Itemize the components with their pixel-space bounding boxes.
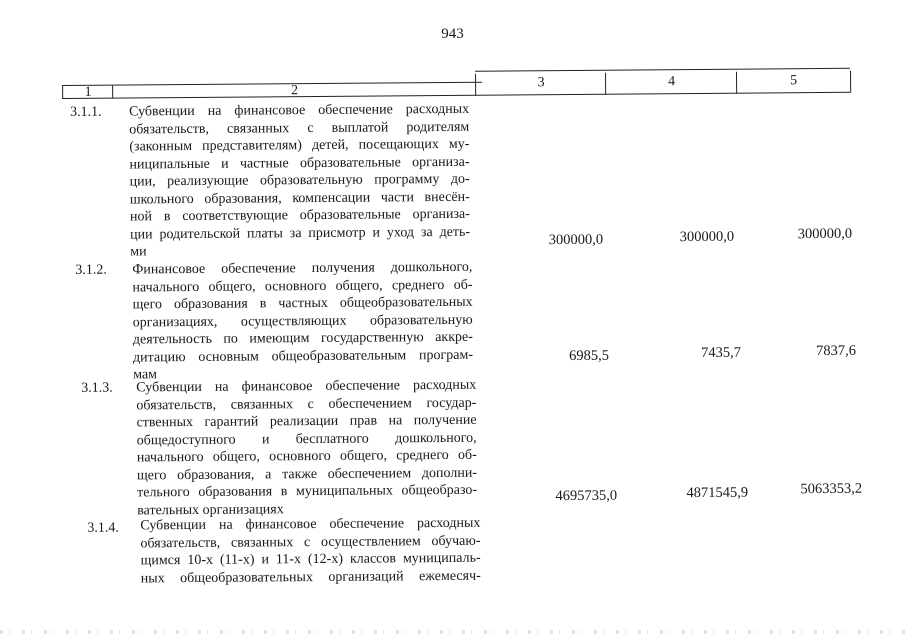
value-col-4: 4871545,9 bbox=[686, 484, 749, 502]
header-col-1: 1 bbox=[62, 86, 113, 99]
value-col-4: 7435,7 bbox=[701, 344, 742, 361]
row-number: 3.1.2. bbox=[75, 262, 107, 278]
description-line: (законным представителям) детей, посещающих му- bbox=[129, 136, 470, 155]
description-line: деятельность по имеющим государственную аккре- bbox=[132, 329, 473, 348]
description-line: вательных организациях bbox=[137, 501, 284, 518]
page-number: 943 bbox=[441, 26, 464, 42]
description-line: Финансовое обеспечение получения дошкольного, bbox=[132, 259, 473, 278]
description-line: ных общеобразовательных организаций ежемесяч- bbox=[140, 568, 481, 586]
value-col-3: 4695735,0 bbox=[555, 487, 618, 505]
description-line: щего образования, а также обеспечением дополни- bbox=[136, 465, 477, 483]
header-col-2: 2 bbox=[112, 83, 476, 99]
description-line: обязательств, связанных с выплатой родителям bbox=[129, 119, 470, 137]
description-line: Субвенции на финансовое обеспечение расходных bbox=[129, 101, 470, 120]
value-col-3: 300000,0 bbox=[548, 231, 604, 249]
description-line: ственных гарантий реализации прав на получение bbox=[136, 412, 477, 431]
row-description bbox=[132, 259, 473, 384]
description-line: тельного образования в муниципальных общеобразо- bbox=[137, 482, 478, 501]
row-description bbox=[140, 515, 481, 588]
description-line: организациях, осуществляющих образовательную bbox=[132, 312, 473, 330]
description-line: дитацию основным общеобразовательным програм- bbox=[132, 347, 474, 365]
description-line: Субвенции на финансовое обеспечение расходных bbox=[136, 377, 477, 396]
value-col-4: 300000,0 bbox=[679, 228, 735, 246]
row-number: 3.1.3. bbox=[81, 380, 113, 396]
description-line: ми bbox=[130, 244, 147, 260]
value-col-5: 5063353,2 bbox=[800, 480, 863, 498]
row-number: 3.1.1. bbox=[70, 104, 102, 120]
description-line: Субвенции на финансовое обеспечение расходных bbox=[140, 515, 481, 534]
description-line: обязательств, связанных с осуществлением обучаю- bbox=[140, 533, 481, 551]
description-line: ниципальные и частные образовательные организа- bbox=[129, 154, 470, 172]
description-line: ции родительской платы за присмотр и уход за деть- bbox=[129, 224, 471, 242]
description-line: школьного образования, компенсации части внесён- bbox=[129, 189, 470, 207]
description-line: общедоступного и бесплатного дошкольного, bbox=[136, 430, 477, 448]
description-line: щего образования в частных общеобразовательных bbox=[132, 294, 473, 313]
value-col-5: 300000,0 bbox=[797, 225, 853, 243]
header-col-5: 5 bbox=[736, 71, 851, 94]
description-line: ной в соответствующие образовательные организа- bbox=[129, 206, 470, 225]
description-line: ции, реализующие образовательную программу до- bbox=[129, 171, 470, 190]
description-line: обязательств, связанных с обеспечением государ- bbox=[136, 395, 477, 413]
description-line: начального общего, основного общего, среднего об- bbox=[132, 277, 473, 295]
row-description bbox=[136, 377, 477, 520]
header-col-4: 4 bbox=[605, 72, 737, 95]
header-col-3: 3 bbox=[475, 73, 606, 96]
description-line: начального общего, основного общего, среднего об- bbox=[136, 447, 477, 466]
row-description bbox=[129, 101, 470, 261]
row-number: 3.1.4. bbox=[87, 520, 119, 536]
description-line: мам bbox=[133, 367, 158, 383]
description-line: щимся 10-х (11-х) и 11-х (12-х) классов муниципаль- bbox=[140, 550, 481, 569]
scan-artifact bbox=[0, 630, 905, 634]
value-col-3: 6985,5 bbox=[569, 347, 610, 365]
value-col-5: 7837,6 bbox=[816, 342, 857, 360]
